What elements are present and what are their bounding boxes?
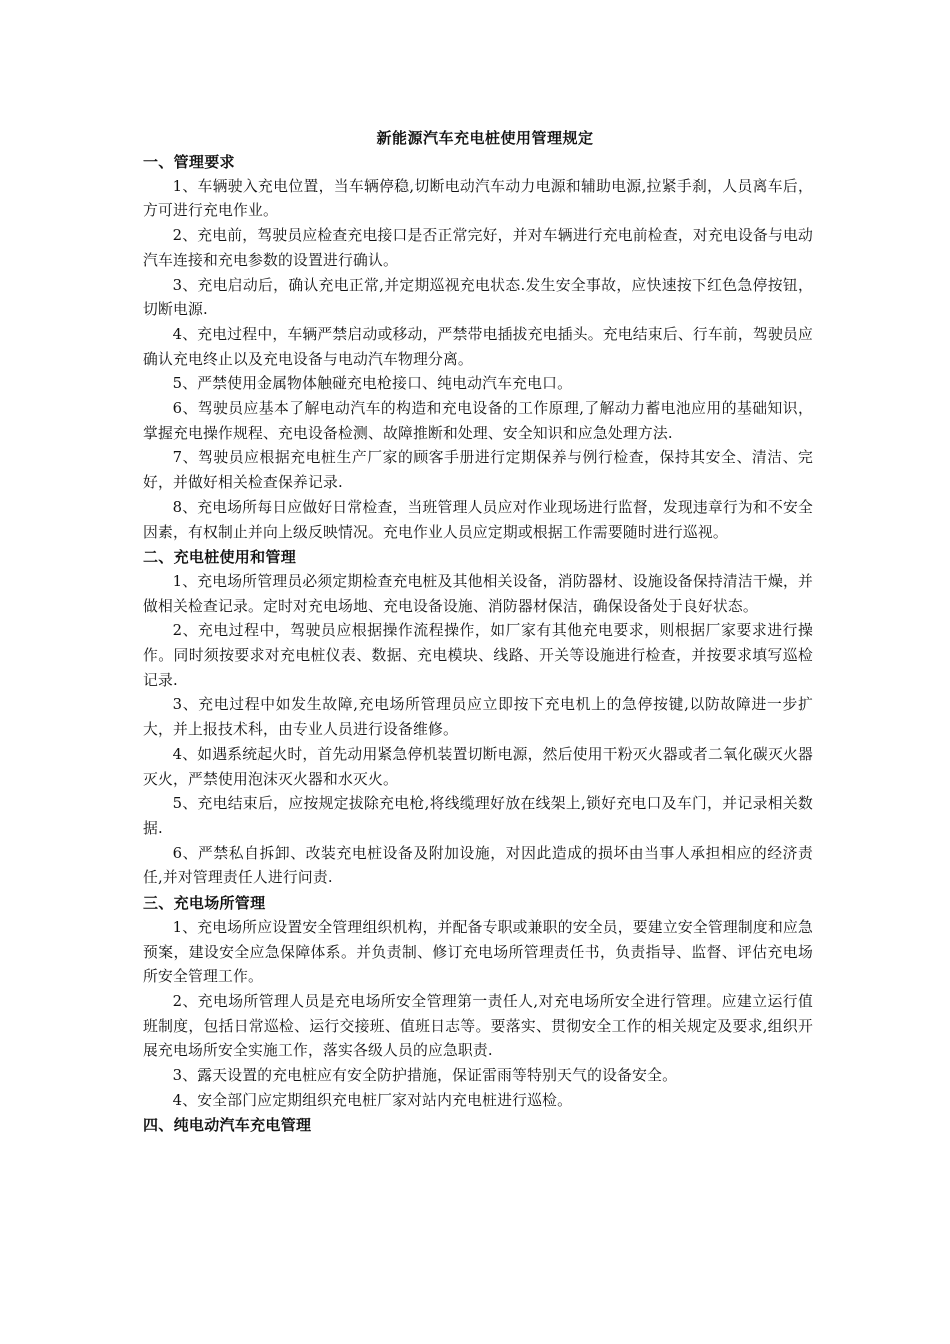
paragraph: 2、充电前，驾驶员应检查充电接口是否正常完好，并对车辆进行充电前检查，对充电设备与电动汽车连接和充电参数的设置进行确认。 — [143, 227, 813, 269]
section-heading: 四、纯电动汽车充电管理 — [143, 1116, 312, 1135]
paragraph: 4、安全部门应定期组织充电桩厂家对站内充电桩进行巡检。 — [172, 1091, 573, 1109]
paragraph: 6、驾驶员应基本了解电动汽车的构造和充电设备的工作原理,了解动力蓄电池应用的基础知识，掌握充电操作规程、充电设备检测、故障推断和处理、安全知识和应急处理方法. — [143, 400, 813, 442]
paragraph: 5、严禁使用金属物体触碰充电枪接口、纯电动汽车充电口。 — [172, 375, 573, 393]
section-management-requirements — [143, 150, 813, 545]
paragraph: 1、充电场所应设置安全管理组织机构，并配备专职或兼职的安全员，要建立安全管理制度和应急预案，建设安全应急保障体系。并负责制、修订充电场所管理责任书，负责指导、监督、评估充电场所安全管理工作。 — [143, 918, 813, 986]
paragraph: 6、严禁私自拆卸、改装充电桩设备及附加设施，对因此造成的损坏由当事人承担相应的经济责任,并对管理责任人进行问责. — [143, 844, 813, 887]
paragraph: 2、充电场所管理人员是充电场所安全管理第一责任人,对充电场所安全进行管理。应建立运行值班制度，包括日常巡检、运行交接班、值班日志等。要落实、贯彻安全工作的相关规定及要求,组织开展充电场所安全实施工作，落实各级人员的应急职责. — [143, 992, 813, 1060]
section-heading: 一、管理要求 — [143, 153, 235, 171]
paragraph: 5、充电结束后，应按规定拔除充电枪,将线缆理好放在线架上,锁好充电口及车门，并记录相关数据. — [143, 795, 813, 837]
section-ev-charging-management — [143, 1113, 813, 1138]
paragraph: 4、如遇系统起火时，首先动用紧急停机装置切断电源，然后使用干粉灭火器或者二氧化碳灭火器灭火，严禁使用泡沫灭火器和水灭火。 — [143, 745, 813, 788]
paragraph: 3、露天设置的充电桩应有安全防护措施，保证雷雨等特别天气的设备安全。 — [172, 1067, 678, 1085]
paragraph: 3、充电启动后，确认充电正常,并定期巡视充电状态.发生安全事故，应快速按下红色急停按钮，切断电源. — [143, 276, 813, 319]
document-title: 新能源汽车充电桩使用管理规定 — [376, 129, 594, 147]
section-heading: 三、充电场所管理 — [143, 894, 266, 913]
section-charging-site-management — [143, 891, 813, 1113]
paragraph: 1、车辆驶入充电位置，当车辆停稳,切断电动汽车动力电源和辅助电源,拉紧手刹，人员离车后，方可进行充电作业。 — [143, 177, 813, 220]
document-page — [143, 126, 813, 1138]
paragraph: 1、充电场所管理员必须定期检查充电桩及其他相关设备，消防器材、设施设备保持清洁干燥，并做相关检查记录。定时对充电场地、充电设备设施、消防器材保洁，确保设备处于良好状态。 — [143, 572, 813, 615]
paragraph: 7、驾驶员应根据充电桩生产厂家的顾客手册进行定期保养与例行检查，保持其安全、清洁、完好，并做好相关检查保养记录. — [143, 449, 813, 492]
paragraph: 8、充电场所每日应做好日常检查，当班管理人员应对作业现场进行监督，发现违章行为和不安全因素，有权制止并向上级反映情况。充电作业人员应定期或根据工作需要随时进行巡视。 — [143, 498, 813, 541]
section-charging-pile-usage — [143, 545, 813, 891]
paragraph: 4、充电过程中，车辆严禁启动或移动，严禁带电插拔充电插头。充电结束后、行车前，驾驶员应确认充电终止以及充电设备与电动汽车物理分离。 — [143, 325, 813, 368]
paragraph: 2、充电过程中，驾驶员应根据操作流程操作，如厂家有其他充电要求，则根据厂家要求进行操作。同时须按要求对充电桩仪表、数据、充电模块、线路、开关等设施进行检查，并按要求填写巡检记录. — [143, 622, 813, 689]
section-heading: 二、充电桩使用和管理 — [143, 548, 297, 567]
paragraph: 3、充电过程中如发生故障,充电场所管理员应立即按下充电机上的急停按键,以防故障进一步扩大，并上报技术科，由专业人员进行设备维修。 — [143, 696, 813, 739]
